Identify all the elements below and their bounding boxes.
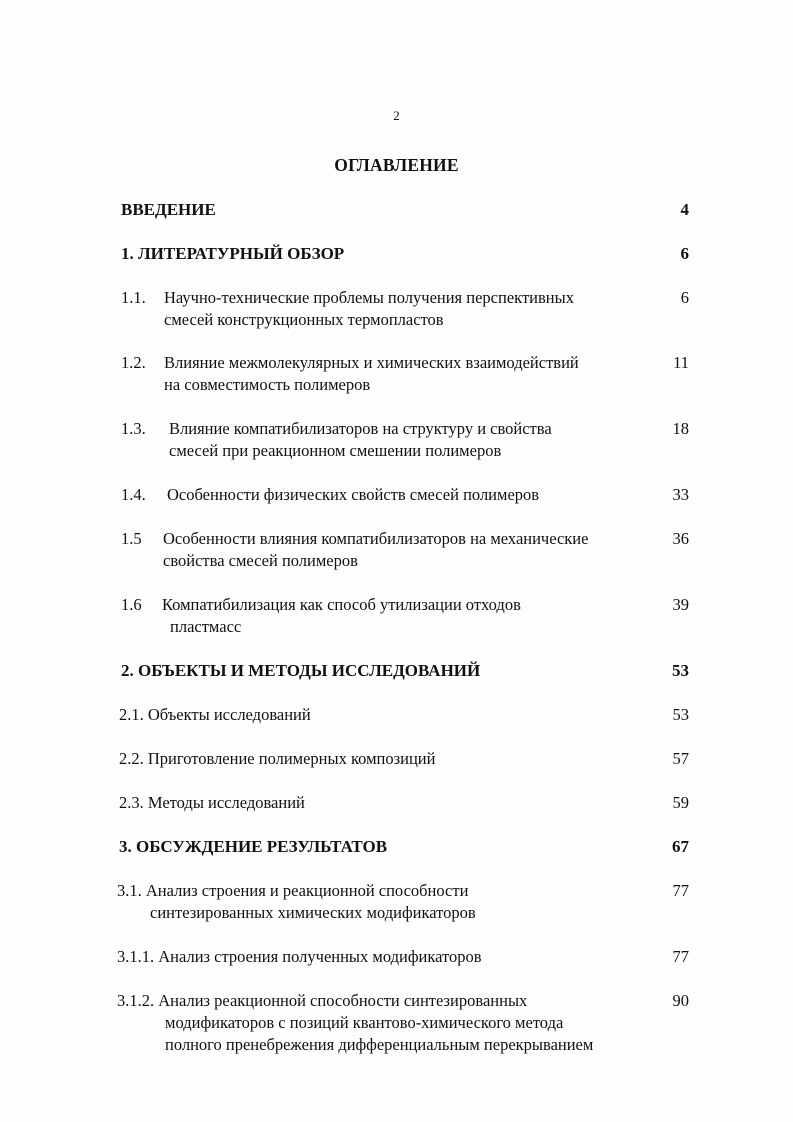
toc-entry-page: 57 <box>672 749 689 768</box>
toc-entry-number: 1.4. <box>121 485 146 504</box>
toc-entry-text: ВВЕДЕНИЕ <box>121 200 216 219</box>
toc-entry-text: Особенности физических свойств смесей полимеров <box>167 485 540 504</box>
toc-entry-page: 67 <box>672 837 689 856</box>
toc-entry-page: 53 <box>672 661 689 680</box>
toc-entry-text: 3.1.2. Анализ реакционной способности синтезированных модификаторов с позиций квантово-химического метода полного пренебрежения дифференциальным перекрыванием <box>117 991 594 1054</box>
toc-entry-text: 2.2. Приготовление полимерных композиций <box>119 749 436 768</box>
toc-entry-number: 1.6 <box>121 595 142 614</box>
toc-entry-text: 1. ЛИТЕРАТУРНЫЙ ОБЗОР <box>121 244 345 263</box>
toc-entry-text: 3.1.1. Анализ строения полученных модификаторов <box>117 947 482 966</box>
toc-entry-number: 1.5 <box>121 529 142 548</box>
toc-entry-page: 11 <box>673 353 689 372</box>
toc-entry-page: 33 <box>672 485 689 504</box>
toc-entry-text: 3.1. Анализ строения и реакционной способности синтезированных химических модификаторов <box>117 881 476 922</box>
toc-entry-number: 1.1. <box>121 288 146 307</box>
toc-entry-page: 90 <box>672 991 689 1010</box>
toc-entry-page: 18 <box>672 419 689 438</box>
toc-entry-text: Влияние межмолекулярных и химических взаимодействий на совместимость полимеров <box>164 353 579 394</box>
toc-entry-page: 4 <box>680 200 689 219</box>
toc-entry-text: Особенности влияния компатибилизаторов на механические свойства смесей полимеров <box>163 529 589 570</box>
toc-entry-page: 6 <box>680 244 689 263</box>
toc-entry-number: 1.2. <box>121 353 146 372</box>
toc-entry-text: 2.3. Методы исследований <box>119 793 305 812</box>
toc-entry-page: 77 <box>672 881 689 900</box>
toc-entry-text: Влияние компатибилизаторов на структуру и свойства смесей при реакционном смешении полимеров <box>169 419 552 460</box>
toc-entry-text: 3. ОБСУЖДЕНИЕ РЕЗУЛЬТАТОВ <box>119 837 388 856</box>
toc-entry-text: 2.1. Объекты исследований <box>119 705 311 724</box>
page-number: 2 <box>393 108 400 123</box>
toc-entry-text: 2. ОБЪЕКТЫ И МЕТОДЫ ИССЛЕДОВАНИЙ <box>121 661 481 680</box>
toc-entry-page: 6 <box>680 288 689 307</box>
toc-entry-page: 39 <box>672 595 689 614</box>
toc-entry-number: 1.3. <box>121 419 146 438</box>
toc-title: ОГЛАВЛЕНИЕ <box>334 155 459 175</box>
toc-entry-page: 36 <box>672 529 689 548</box>
toc-entry-text: Компатибилизация как способ утилизации отходов пластмасс <box>162 595 521 636</box>
toc-entry-text: Научно-технические проблемы получения перспективных смесей конструкционных термопластов <box>164 288 574 329</box>
toc-entry-page: 77 <box>672 947 689 966</box>
toc-entry-page: 53 <box>672 705 689 724</box>
toc-entry-page: 59 <box>672 793 689 812</box>
